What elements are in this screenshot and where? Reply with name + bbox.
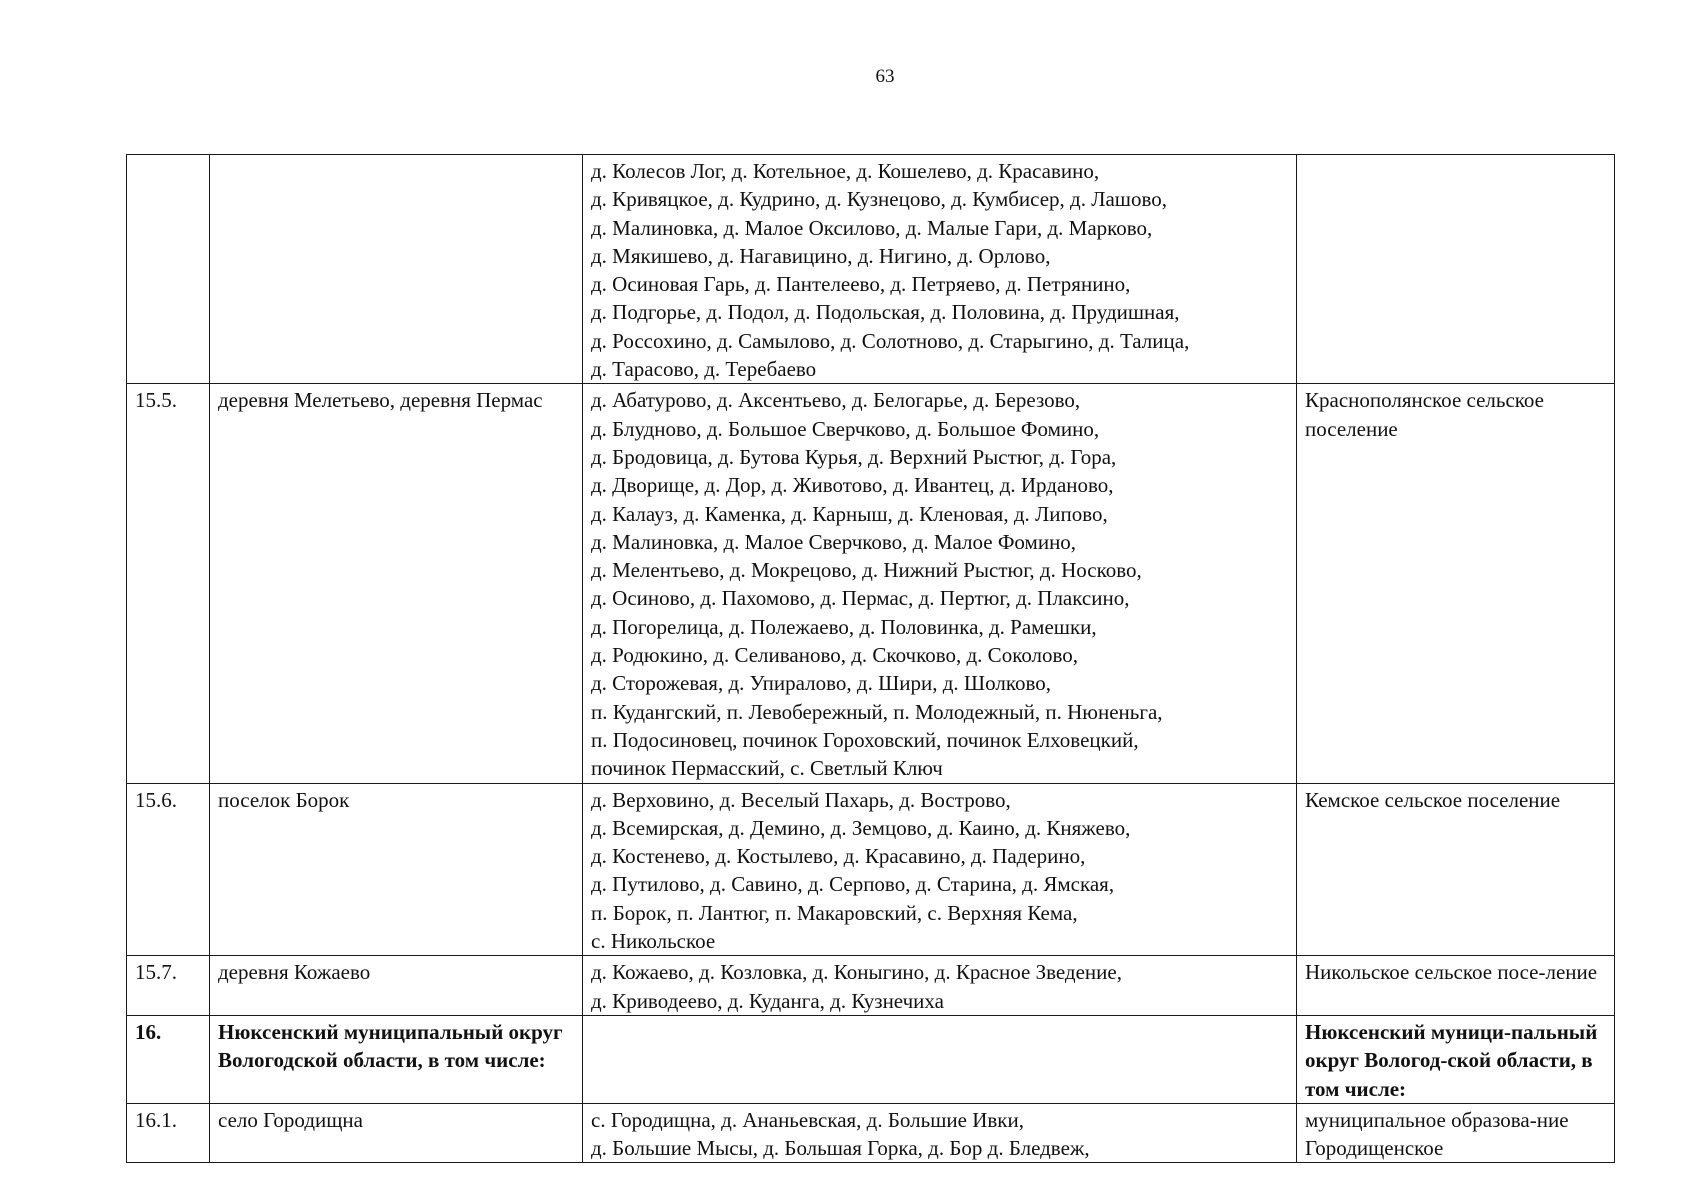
locality-line: д. Сторожевая, д. Упиралово, д. Шири, д. Шолково, — [591, 671, 1051, 696]
locality-line: п. Подосиновец, починок Гороховский, починок Елховецкий, — [591, 727, 1139, 752]
table-row — [127, 1015, 1615, 1103]
locality-line: д. Мякишево, д. Нагавицино, д. Нигино, д. Орлово, — [591, 243, 1051, 268]
municipality-cell — [1297, 155, 1615, 384]
locality-line: д. Абатурово, д. Аксентьево, д. Белогарье, д. Березово, — [591, 388, 1081, 413]
localities-cell — [583, 1015, 1297, 1103]
table-row — [127, 1103, 1615, 1163]
row-number — [127, 155, 210, 384]
settlement-cell: деревня Мелетьево, деревня Пермас — [210, 384, 583, 783]
locality-line: д. Кожаево, д. Козловка, д. Коныгино, д. Красное Зведение, — [591, 960, 1122, 985]
settlement-cell: Нюксенский муниципальный округ Вологодской области, в том числе: — [210, 1015, 583, 1103]
localities-cell — [583, 384, 1297, 783]
locality-line: д. Большие Мысы, д. Большая Горка, д. Бор д. Бледвеж, — [591, 1136, 1090, 1161]
row-number: 15.6. — [127, 783, 210, 956]
locality-line: д. Малиновка, д. Малое Сверчково, д. Малое Фомино, — [591, 529, 1077, 554]
locality-line: д. Малиновка, д. Малое Оксилово, д. Малые Гари, д. Марково, — [591, 215, 1153, 240]
settlement-cell: деревня Кожаево — [210, 956, 583, 1016]
locality-line: д. Кривяцкое, д. Кудрино, д. Кузнецово, д. Кумбисер, д. Лашово, — [591, 187, 1167, 212]
municipality-cell: Нюксенский муници-пальный округ Вологод-ской области, в том числе: — [1297, 1015, 1615, 1103]
locality-line: д. Криводеево, д. Куданга, д. Кузнечиха — [591, 988, 944, 1013]
locality-line: д. Дворище, д. Дор, д. Животово, д. Ивантец, д. Ирданово, — [591, 473, 1114, 498]
localities-cell — [583, 1103, 1297, 1163]
locality-line: п. Борок, п. Лантюг, п. Макаровский, с. Верхняя Кема, — [591, 900, 1078, 925]
table-row — [127, 384, 1615, 783]
locality-line: починок Пермасский, с. Светлый Ключ — [591, 756, 943, 781]
municipality-cell: Кемское сельское поселение — [1297, 783, 1615, 956]
locality-line: д. Осиново, д. Пахомово, д. Пермас, д. Пертюг, д. Плаксино, — [591, 586, 1130, 611]
locality-line: д. Погорелица, д. Полежаево, д. Половинка, д. Рамешки, — [591, 614, 1097, 639]
row-number: 15.7. — [127, 956, 210, 1016]
locality-line: д. Колесов Лог, д. Котельное, д. Кошелево, д. Красавино, — [591, 159, 1100, 183]
locality-line: д. Тарасово, д. Теребаево — [591, 357, 817, 382]
locality-line: д. Блудново, д. Большое Сверчково, д. Большое Фомино, — [591, 416, 1100, 441]
settlement-cell: поселок Борок — [210, 783, 583, 956]
locality-line: д. Родюкино, д. Селиваново, д. Скочково, д. Соколово, — [591, 643, 1079, 668]
locality-line: д. Осиновая Гарь, д. Пантелеево, д. Петряево, д. Петрянино, — [591, 272, 1131, 297]
locality-line: д. Путилово, д. Савино, д. Серпово, д. Старина, д. Ямская, — [591, 872, 1115, 897]
locality-line: п. Кудангский, п. Левобережный, п. Молодежный, п. Нюненьга, — [591, 699, 1163, 724]
settlements-table — [126, 154, 1615, 1163]
settlement-cell: село Городищна — [210, 1103, 583, 1163]
table-row — [127, 956, 1615, 1016]
locality-line: д. Калауз, д. Каменка, д. Карныш, д. Кленовая, д. Липово, — [591, 501, 1108, 526]
table-row — [127, 783, 1615, 956]
locality-line: д. Мелентьево, д. Мокрецово, д. Нижний Рыстюг, д. Носково, — [591, 558, 1142, 583]
page-number: 63 — [875, 66, 895, 87]
locality-line: с. Городищна, д. Ананьевская, д. Большие Ивки, — [591, 1107, 1024, 1132]
localities-cell — [583, 155, 1297, 384]
row-number: 15.5. — [127, 384, 210, 783]
table-row — [127, 155, 1615, 384]
locality-line: с. Никольское — [591, 929, 716, 954]
localities-cell — [583, 956, 1297, 1016]
locality-line: д. Бродовица, д. Бутова Курья, д. Верхний Рыстюг, д. Гора, — [591, 444, 1117, 469]
row-number: 16.1. — [127, 1103, 210, 1163]
locality-line: д. Всемирская, д. Демино, д. Земцово, д. Каино, д. Княжево, — [591, 815, 1131, 840]
row-number: 16. — [127, 1015, 210, 1103]
locality-line: д. Россохино, д. Самылово, д. Солотново, д. Старыгино, д. Талица, — [591, 328, 1190, 353]
locality-line: д. Подгорье, д. Подол, д. Подольская, д. Половина, д. Прудишная, — [591, 300, 1180, 325]
locality-line: д. Верховино, д. Веселый Пахарь, д. Вострово, — [591, 787, 1011, 812]
localities-cell — [583, 783, 1297, 956]
settlement-cell — [210, 155, 583, 384]
municipality-cell: Краснополянское сельское поселение — [1297, 384, 1615, 783]
municipality-cell: муниципальное образова-ние Городищенское — [1297, 1103, 1615, 1163]
municipality-cell: Никольское сельское посе-ление — [1297, 956, 1615, 1016]
locality-line: д. Костенево, д. Костылево, д. Красавино, д. Падерино, — [591, 844, 1086, 869]
